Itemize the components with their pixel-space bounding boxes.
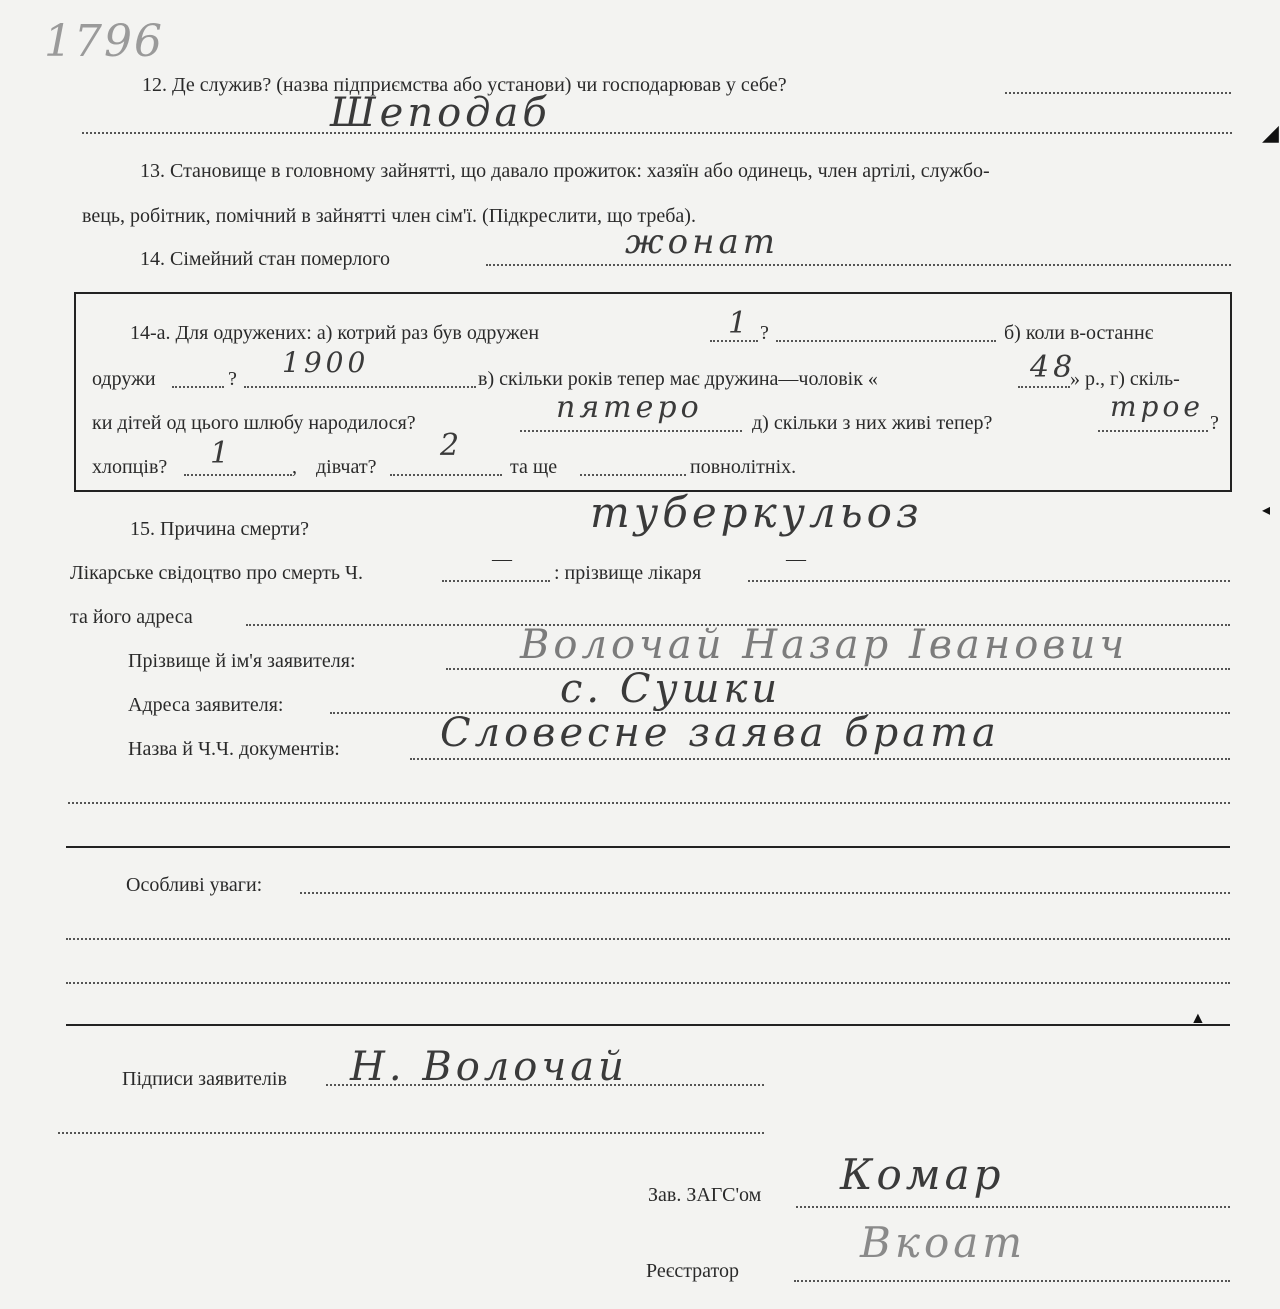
applicant-address-label: Адреса заявителя: <box>128 694 284 716</box>
zags-head-dots <box>796 1206 1230 1208</box>
q15-answer: туберкульоз <box>590 488 923 537</box>
q14a-comma: , <box>292 456 297 478</box>
registrar-dots <box>794 1280 1230 1282</box>
divider-2 <box>66 1024 1230 1026</box>
q14a-year-dots-pre <box>172 386 224 388</box>
q14-label: 14. Сімейний стан померлого <box>140 248 390 270</box>
zags-head-label: Зав. ЗАГС'ом <box>648 1184 762 1206</box>
q14a-minors-label: повнолітніх. <box>690 456 797 478</box>
signature-dots-2 <box>58 1132 764 1134</box>
signature-value: Н. Волочай <box>350 1044 628 1090</box>
q14a-alive-dots <box>1098 430 1208 432</box>
certificate-dash: — <box>492 548 512 570</box>
documents-value: Словесне заява брата <box>440 710 1000 756</box>
documents-label: Назва й Ч.Ч. документів: <box>128 738 340 760</box>
applicant-name-label: Прізвище й ім'я заявителя: <box>128 650 356 672</box>
q14a-a-value: 1 <box>728 306 752 341</box>
notes-dots-2 <box>66 938 1230 940</box>
q14a-q1: ? <box>760 322 769 344</box>
q14a-part-d: д) скільки з них живі тепер? <box>752 412 993 434</box>
edge-mark-2: ◂ <box>1262 502 1271 519</box>
q14a-also-dots <box>580 474 686 476</box>
q14a-part-v: в) скільки років тепер має дружина—чоловік « <box>478 368 878 390</box>
edge-mark-3: ▲ <box>1190 1010 1206 1027</box>
q14a-boys: 1 <box>210 436 234 471</box>
q14a-year-dots <box>244 386 476 388</box>
corner-archive-number: 1796 <box>44 16 164 67</box>
q14-answer: жонат <box>625 222 780 262</box>
documents-dots <box>410 758 1230 760</box>
q14a-also-label: та ще <box>510 456 558 478</box>
divider-1 <box>66 846 1230 848</box>
q12-dotted-line <box>1005 92 1231 94</box>
q15-label: 15. Причина смерти? <box>130 518 309 540</box>
q14a-q2: ? <box>228 368 237 390</box>
edge-mark-1: ◢ <box>1262 120 1279 145</box>
blank-dots-1 <box>68 802 1230 804</box>
q14a-girls-label: дівчат? <box>316 456 377 478</box>
q12-dotted-line-2 <box>82 132 1232 134</box>
q14a-children-dots <box>520 430 742 432</box>
q14a-wife-age: 48 <box>1030 350 1077 385</box>
q14-dotted-line <box>486 264 1231 266</box>
q12-label: 12. Де служив? (назва підприємства або установи) чи господарював у себе? <box>142 74 787 96</box>
q14a-girls: 2 <box>440 428 464 463</box>
registrar-signature: Вкоат <box>860 1218 1027 1267</box>
registrar-label: Реєстратор <box>646 1260 740 1282</box>
q13-line2: вець, робітник, помічний в зайнятті член сім'ї. (Підкреслити, що треба). <box>82 205 696 227</box>
doctor-dash: — <box>786 548 806 570</box>
q14a-wife-age-dots <box>1018 386 1070 388</box>
q14a-boys-label: хлопців? <box>92 456 168 478</box>
certificate-label: Лікарське свідоцтво про смерть Ч. <box>70 562 364 584</box>
q14a-alive: трое <box>1110 390 1204 423</box>
q14a-line3-start: ки дітей од цього шлюбу народилося? <box>92 412 416 434</box>
q13-line1: 13. Становище в головному зайнятті, що давало прожиток: хазяїн або одинець, член артілі, службо- <box>140 160 990 182</box>
q12-answer: Шеподаб <box>330 90 551 136</box>
q14a-year: 1900 <box>282 346 370 379</box>
certificate-dots <box>442 580 550 582</box>
q14a-girls-dots <box>390 474 502 476</box>
zags-head-signature: Комар <box>840 1150 1005 1199</box>
doctor-dots <box>748 580 1230 582</box>
q14a-children: пятеро <box>556 390 703 425</box>
q14a-q3: ? <box>1210 412 1219 434</box>
notes-label: Особливі уваги: <box>126 874 263 896</box>
q14a-a-dots-2 <box>776 340 996 342</box>
notes-dots-1 <box>300 892 1230 894</box>
address-label: та його адреса <box>70 606 193 628</box>
signature-label: Підписи заявителів <box>122 1068 287 1090</box>
applicant-name: Волочай Назар Іванович <box>520 622 1129 668</box>
q14a-part-b: б) коли в-останнє <box>1004 322 1154 344</box>
applicant-address: с. Сушки <box>560 666 782 712</box>
q14a-part-g: » р., г) скіль- <box>1070 368 1180 390</box>
notes-dots-3 <box>66 982 1230 984</box>
q14a-boys-dots <box>184 474 292 476</box>
q14a-line2-start: одружи <box>92 368 156 390</box>
q14a-part-a: 14-а. Для одружених: а) котрий раз був одружен <box>130 322 540 344</box>
doctor-label: : прізвище лікаря <box>554 562 702 584</box>
